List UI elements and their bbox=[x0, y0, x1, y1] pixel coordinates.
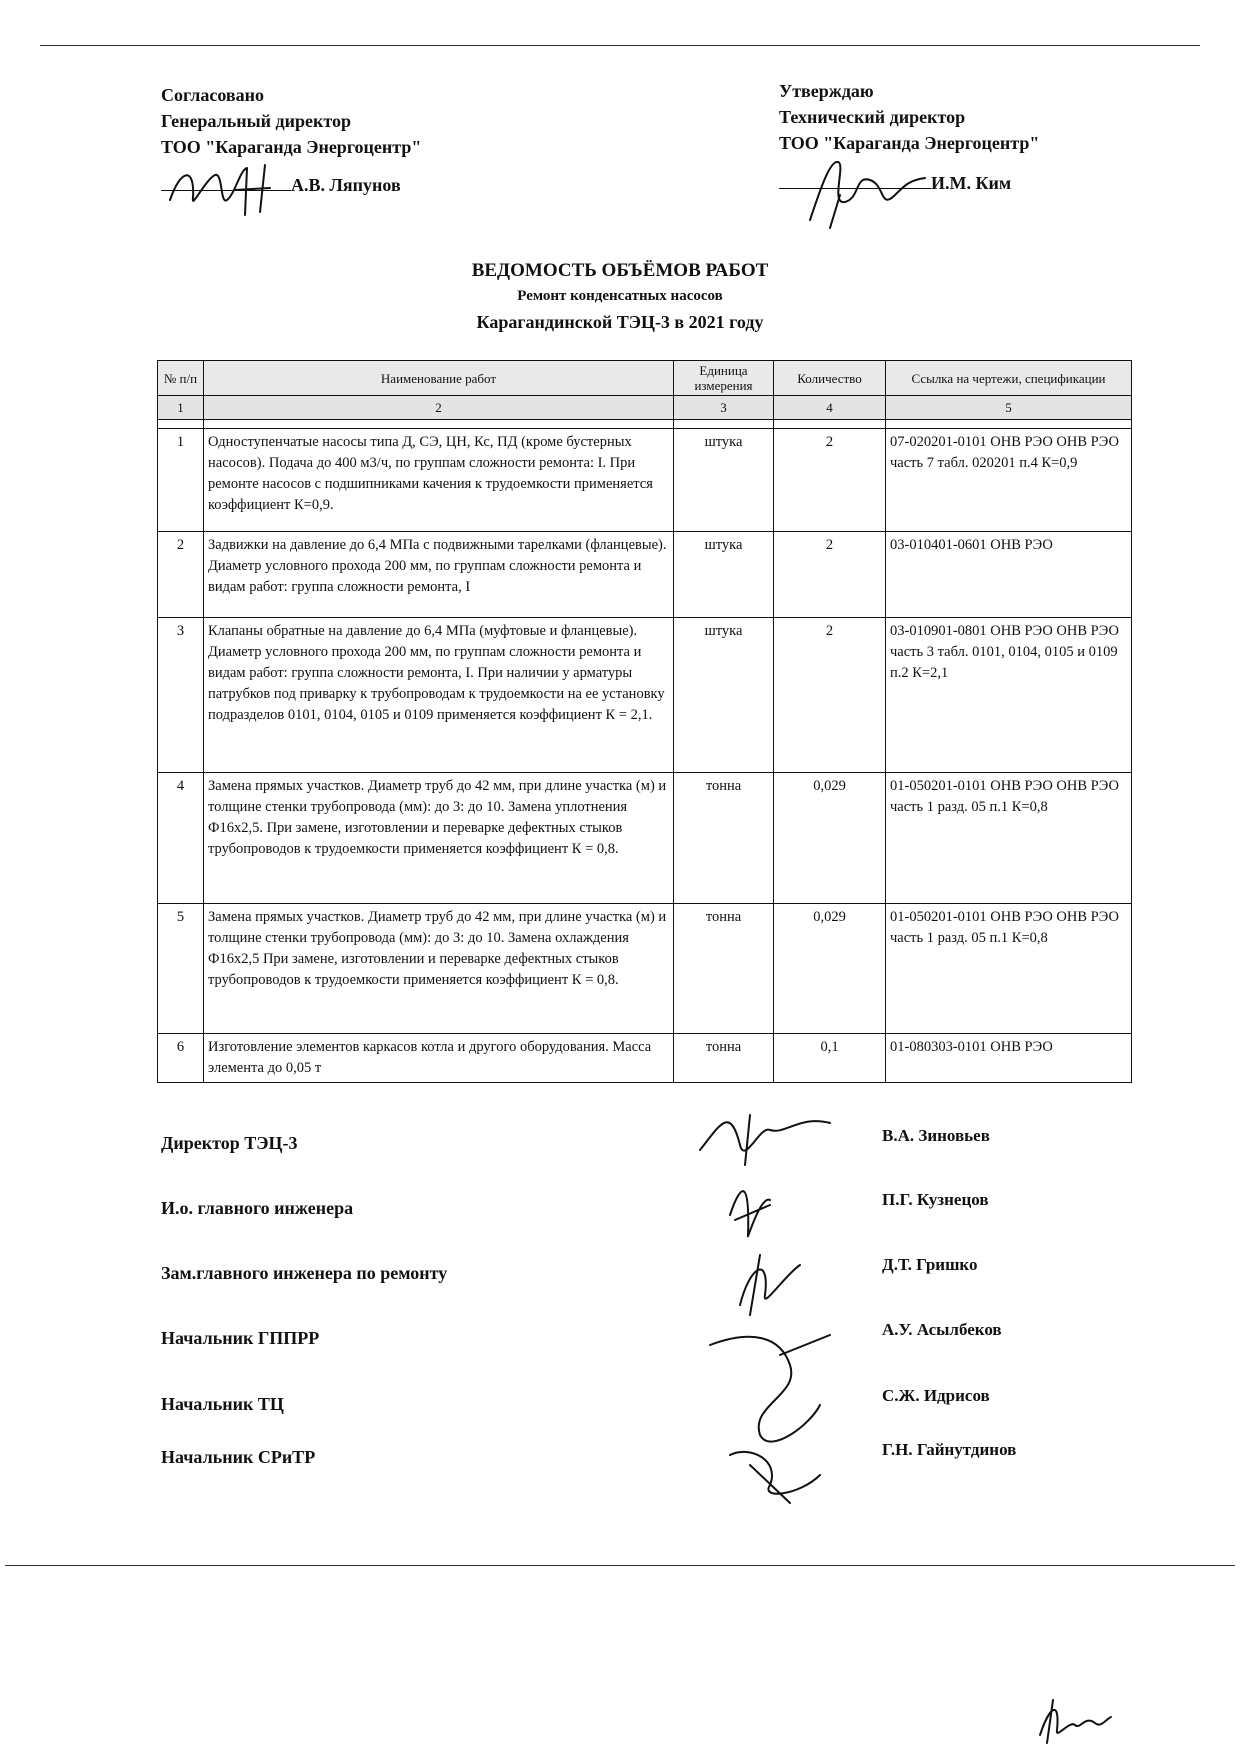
header-ref: Ссылка на чертежи, спецификации bbox=[886, 361, 1132, 396]
signatory-name: Д.Т. Гришко bbox=[882, 1255, 978, 1274]
signature-kim-scribble bbox=[800, 150, 940, 230]
signatory-position: Директор ТЭЦ-3 bbox=[161, 1133, 298, 1153]
document-title: ВЕДОМОСТЬ ОБЪЁМОВ РАБОТ bbox=[471, 260, 769, 281]
approval-left-label: Согласовано bbox=[161, 85, 264, 105]
header-qty: Количество bbox=[774, 361, 886, 396]
row-name: Изготовление элементов каркасов котла и другого оборудования. Масса элемента до 0,05 т bbox=[204, 1034, 674, 1083]
table-row bbox=[158, 773, 1132, 904]
row-qty: 2 bbox=[774, 618, 886, 773]
row-ref: 01-080303-0101 ОНВ РЭО bbox=[886, 1034, 1132, 1083]
signatory-position: Начальник СРиТР bbox=[161, 1447, 316, 1467]
approval-left-organization: ТОО "Караганда Энергоцентр" bbox=[161, 137, 422, 157]
approval-right-organization: ТОО "Караганда Энергоцентр" bbox=[779, 133, 1040, 153]
row-qty: 0,029 bbox=[774, 904, 886, 1034]
header-num: № п/п bbox=[158, 361, 204, 396]
table-row bbox=[158, 532, 1132, 618]
signatory-name: Г.Н. Гайнутдинов bbox=[882, 1440, 1017, 1459]
document-subtitle-year: Карагандинской ТЭЦ-3 в 2021 году bbox=[476, 312, 764, 332]
column-number: 1 bbox=[158, 396, 204, 420]
row-unit: штука bbox=[674, 429, 774, 532]
signatory-name: П.Г. Кузнецов bbox=[882, 1190, 989, 1209]
row-qty: 2 bbox=[774, 532, 886, 618]
signatory-name: С.Ж. Идрисов bbox=[882, 1386, 990, 1405]
row-name: Замена прямых участков. Диаметр труб до 42 мм, при длине участка (м) и толщине стенки трубопровода (мм): до 3: до 10. Замена уплотнения Ф16х2,5. При замене, изготовлении и переварке дефектных стыков трубопроводов к трудоемкости применяется коэффициент К = 0,8. bbox=[204, 773, 674, 904]
row-unit: тонна bbox=[674, 1034, 774, 1083]
column-number-row bbox=[158, 396, 1132, 420]
signatory-name: В.А. Зиновьев bbox=[882, 1126, 990, 1145]
row-ref: 01-050201-0101 ОНВ РЭО ОНВ РЭО часть 1 разд. 05 п.1 К=0,8 bbox=[886, 904, 1132, 1034]
table-row bbox=[158, 1034, 1132, 1083]
row-unit: тонна bbox=[674, 904, 774, 1034]
row-ref: 01-050201-0101 ОНВ РЭО ОНВ РЭО часть 1 разд. 05 п.1 К=0,8 bbox=[886, 773, 1132, 904]
row-name: Замена прямых участков. Диаметр труб до 42 мм, при длине участка (м) и толщине стенки трубопровода (мм): до 3: до 10. Замена охлаждения Ф16х2,5 При замене, изготовлении и переварке дефектных стыков трубопроводов к трудоемкости применяется коэффициент К = 0,8. bbox=[204, 904, 674, 1034]
signatory-position: Начальник ТЦ bbox=[161, 1394, 284, 1414]
approval-left-position: Генеральный директор bbox=[161, 111, 351, 131]
row-num: 1 bbox=[158, 429, 204, 532]
column-number: 2 bbox=[204, 396, 674, 420]
row-unit: штука bbox=[674, 618, 774, 773]
table-row bbox=[158, 904, 1132, 1034]
approval-right-name: И.М. Ким bbox=[931, 173, 1012, 193]
approval-right-position: Технический директор bbox=[779, 107, 966, 127]
signatory-position: Начальник ГППРР bbox=[161, 1328, 320, 1348]
row-ref: 03-010901-0801 ОНВ РЭО ОНВ РЭО часть 3 табл. 0101, 0104, 0105 и 0109 п.2 К=2,1 bbox=[886, 618, 1132, 773]
table-row bbox=[158, 618, 1132, 773]
signatory-name: А.У. Асылбеков bbox=[882, 1320, 1002, 1339]
row-num: 4 bbox=[158, 773, 204, 904]
table-row bbox=[158, 429, 1132, 532]
table-header-row bbox=[158, 361, 1132, 396]
row-num: 5 bbox=[158, 904, 204, 1034]
column-number: 3 bbox=[674, 396, 774, 420]
row-name: Задвижки на давление до 6,4 МПа с подвижными тарелками (фланцевые). Диаметр условного прохода 200 мм, по группам сложности ремонта и видам работ: группа сложности ремонта, I bbox=[204, 532, 674, 618]
row-unit: штука bbox=[674, 532, 774, 618]
signature-lyapunov-scribble bbox=[165, 160, 305, 220]
row-num: 6 bbox=[158, 1034, 204, 1083]
corner-initials-scribble bbox=[1035, 1695, 1115, 1745]
row-num: 3 bbox=[158, 618, 204, 773]
header-name: Наименование работ bbox=[204, 361, 674, 396]
row-qty: 0,1 bbox=[774, 1034, 886, 1083]
approval-right-label: Утверждаю bbox=[779, 81, 874, 101]
table-spacer-row bbox=[158, 420, 1132, 429]
works-table bbox=[157, 360, 1132, 1083]
top-edge-line bbox=[40, 45, 1200, 46]
row-name: Одноступенчатые насосы типа Д, СЭ, ЦН, Кс, ПД (кроме бустерных насосов). Подача до 400 м3/ч, по группам сложности ремонта: I. При ремонте насосов с подшипниками качения к трудоемкости применяется коэффициент К=0,9. bbox=[204, 429, 674, 532]
column-number: 4 bbox=[774, 396, 886, 420]
row-qty: 0,029 bbox=[774, 773, 886, 904]
row-name: Клапаны обратные на давление до 6,4 МПа (муфтовые и фланцевые). Диаметр условного прохода 200 мм, по группам сложности ремонта и видам работ: группа сложности ремонта, I. При наличии у арматуры патрубков под приварку к трубопроводам к трудоемкости на ее установку подразделов 0101, 0104, 0105 и 0109 применяется коэффициент К = 2,1. bbox=[204, 618, 674, 773]
bottom-edge-line bbox=[5, 1565, 1235, 1566]
header-unit: Единица измерения bbox=[674, 361, 774, 396]
row-num: 2 bbox=[158, 532, 204, 618]
column-number: 5 bbox=[886, 396, 1132, 420]
row-qty: 2 bbox=[774, 429, 886, 532]
signatory-position: Зам.главного инженера по ремонту bbox=[161, 1263, 448, 1283]
signatories-signatures-scribble bbox=[690, 1105, 870, 1505]
row-ref: 03-010401-0601 ОНВ РЭО bbox=[886, 532, 1132, 618]
approval-left-name: А.В. Ляпунов bbox=[291, 175, 401, 195]
row-unit: тонна bbox=[674, 773, 774, 904]
document-subtitle: Ремонт конденсатных насосов bbox=[517, 288, 723, 304]
row-ref: 07-020201-0101 ОНВ РЭО ОНВ РЭО часть 7 табл. 020201 п.4 К=0,9 bbox=[886, 429, 1132, 532]
signatory-position: И.о. главного инженера bbox=[161, 1198, 354, 1218]
